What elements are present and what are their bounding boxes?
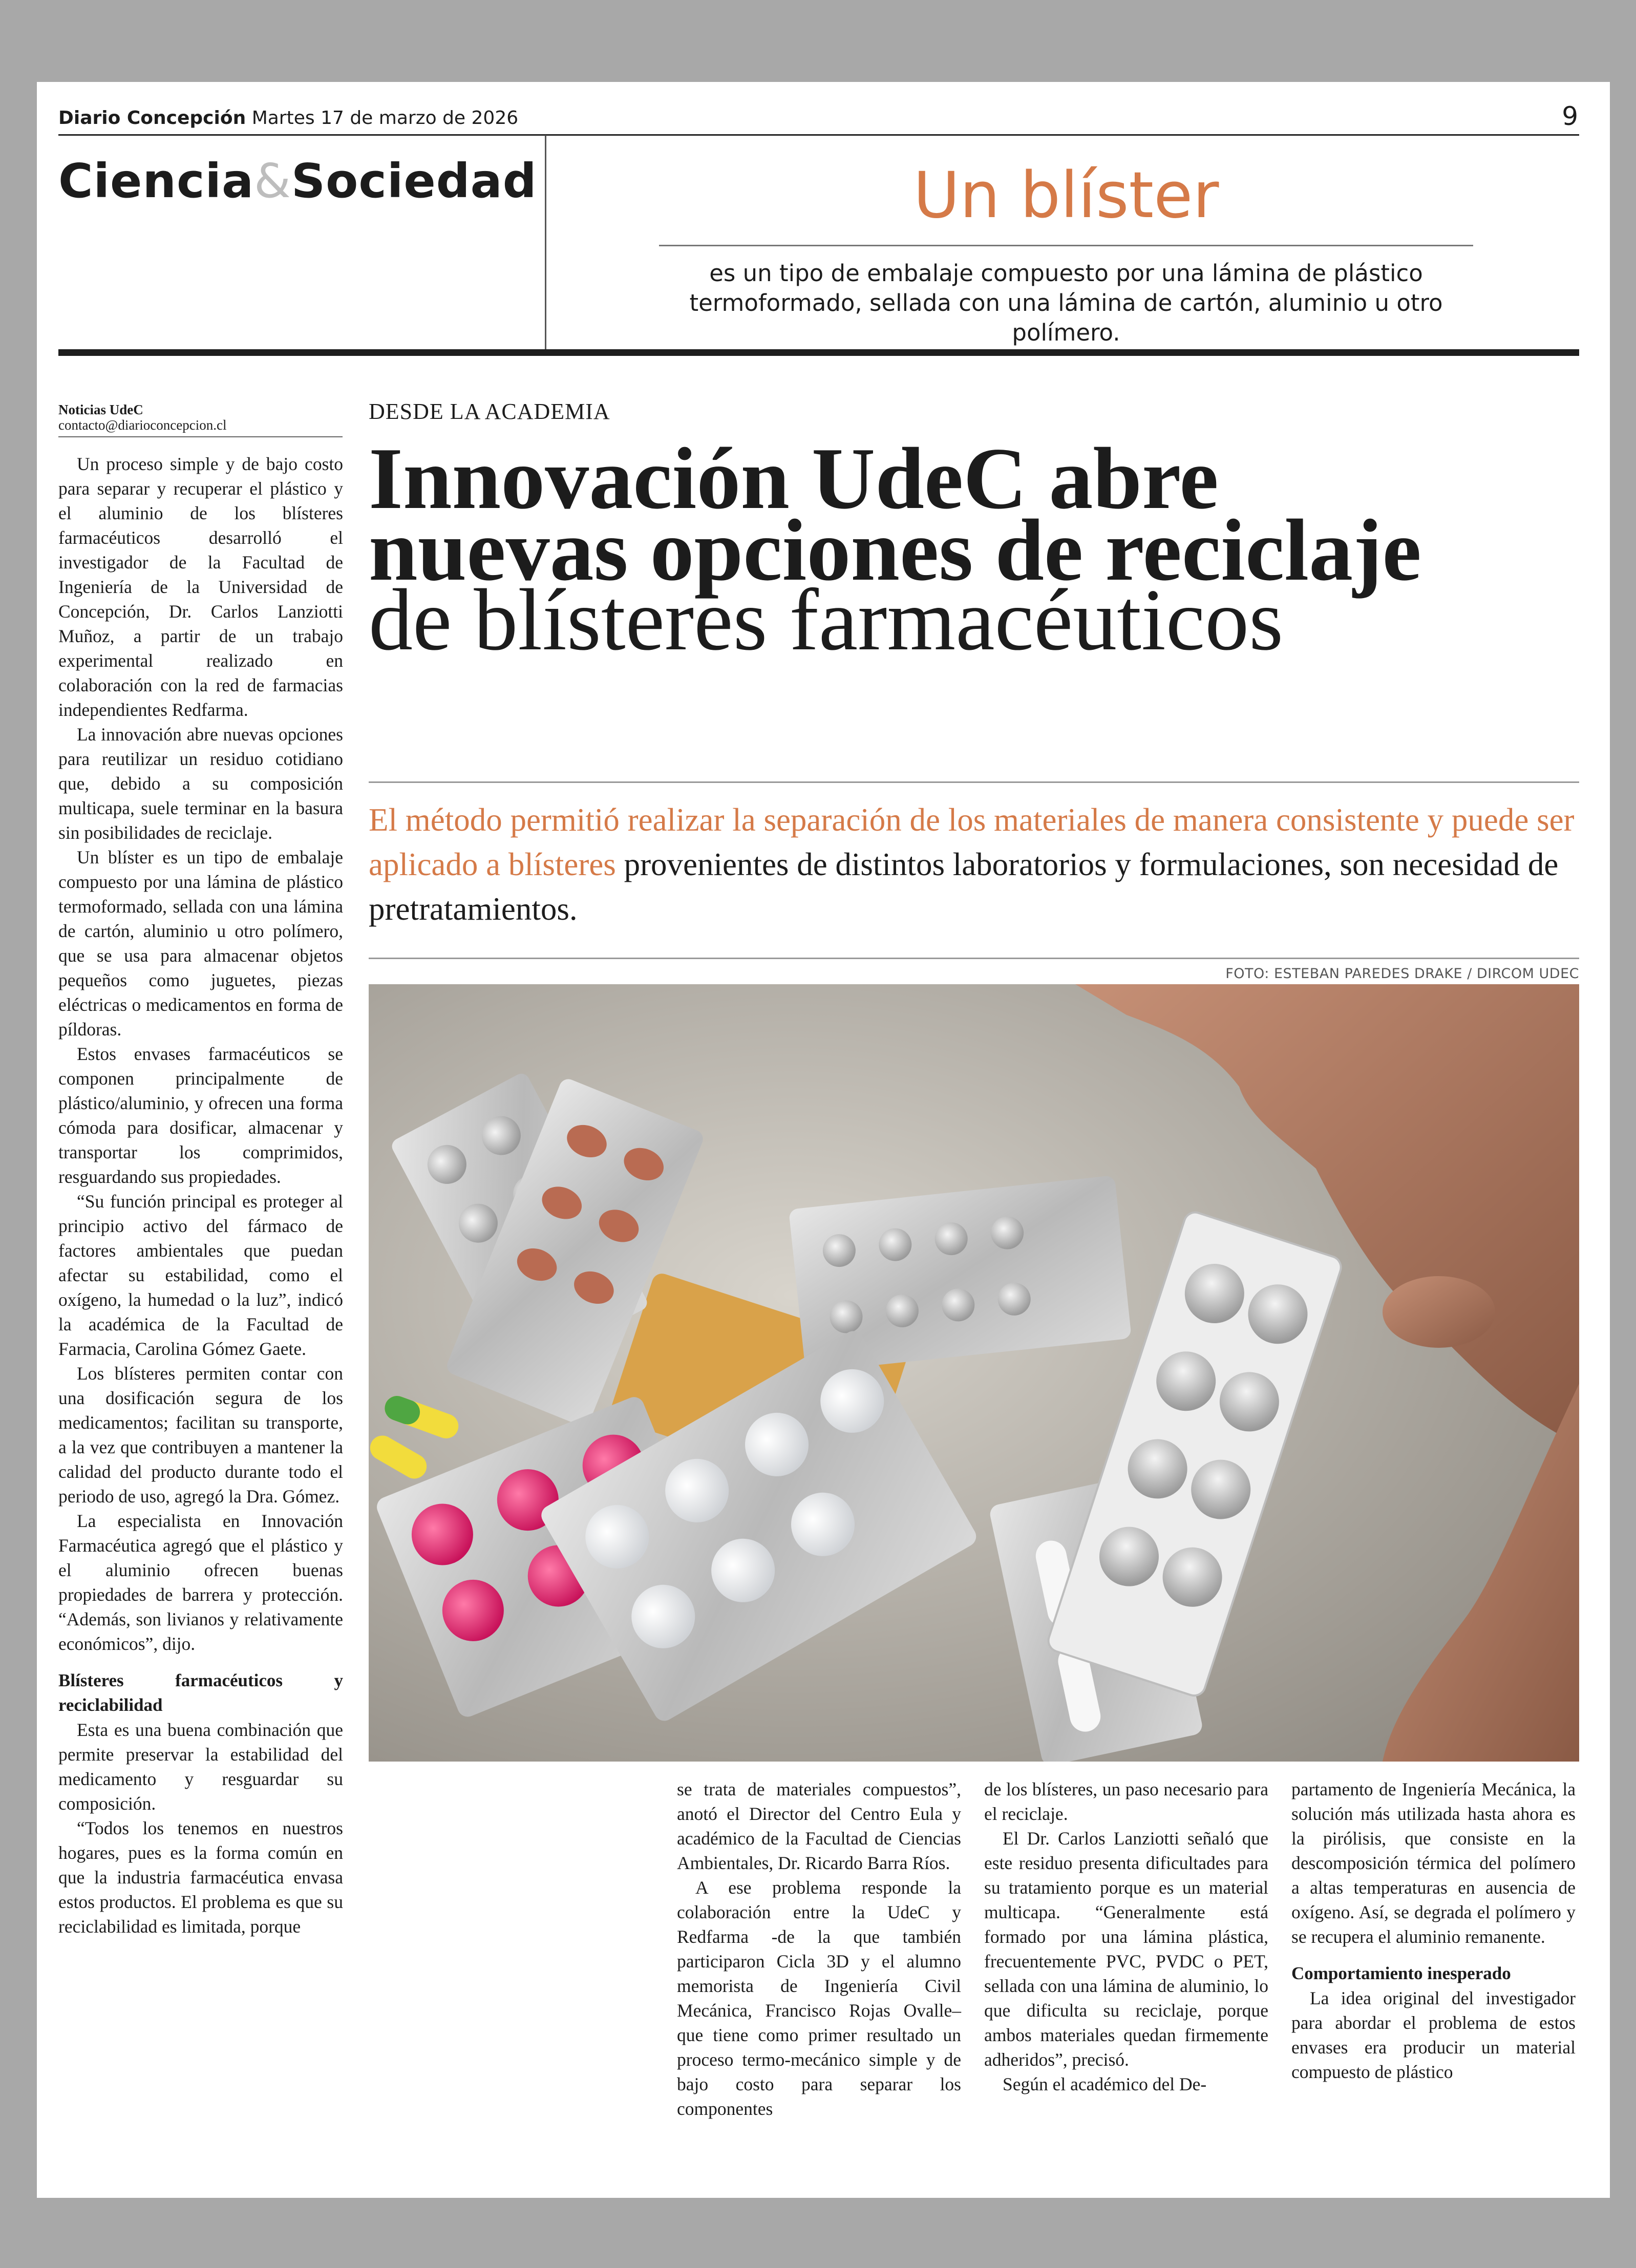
article-photo — [369, 984, 1579, 1762]
paragraph: se trata de materiales compuestos”, anotó el Director del Centro Eula y académico de la Facultad de Ciencias Ambientales, Dr. Ricardo Barra Ríos. — [677, 1779, 961, 1873]
headline-line-1: Innovación UdeC abre — [369, 430, 1219, 527]
article-column-c — [1291, 1777, 1576, 2084]
section-title-amp: & — [254, 154, 291, 208]
paragraph: La especialista en Innovación Farmacéutica agregó que el plástico y el aluminio ofrecen buenas propiedades de barrera y protección. “Además, son livianos y relativamente económicos”, dijo. — [58, 1511, 343, 1654]
paragraph: partamento de Ingeniería Mecánica, la solución más utilizada hasta ahora es la pirólisis, que consiste en la descomposición térmica del polímero a altas temperaturas en ausencia de oxígeno. Así, se degrada el polímero y se recupera el aluminio remanente. — [1291, 1779, 1576, 1947]
headline-rule — [369, 781, 1579, 783]
deck-highlight: El método permitió realizar la separación de los materiales de manera consistente y puede ser aplicado a blísteres — [369, 802, 1575, 882]
article-column-a — [677, 1777, 961, 2121]
photo-credit: FOTO: ESTEBAN PAREDES DRAKE / DIRCOM UDEC — [1225, 966, 1579, 982]
definition-rule — [659, 245, 1473, 246]
header-rule — [58, 134, 1579, 136]
paragraph: Estos envases farmacéuticos se componen principalmente de plástico/aluminio, y ofrecen una forma cómoda para dosificar, almacenar y transportar los comprimidos, resguardando sus propiedades. — [58, 1044, 343, 1187]
deck-rule — [369, 958, 1579, 959]
definition-title: Un blíster — [913, 159, 1219, 232]
publication-name: Diario Concepción — [58, 108, 246, 129]
paragraph: “Su función principal es proteger al principio activo del fármaco de factores ambientales que puedan afectar su estabilidad, como el oxígeno, la humedad o la luz”, indicó la académica de la Facultad de Farmacia, Carolina Gómez Gaete. — [58, 1191, 343, 1359]
kicker: DESDE LA ACADEMIA — [369, 399, 610, 424]
paragraph: Un blíster es un tipo de embalaje compuesto por una lámina de plástico termoformado, sellada con una lámina de cartón, aluminio u otro polímero, que se usa para almacenar objetos pequeños como juguetes, piezas eléctricas o medicamentos en forma de píldoras. — [58, 847, 343, 1040]
paragraph: Esta es una buena combinación que permite preservar la estabilidad del medicamento y resguardar su composición. — [58, 1720, 343, 1814]
byline-rule — [58, 436, 343, 437]
byline-name: Noticias UdeC — [58, 402, 143, 417]
paragraph: La idea original del investigador para abordar el problema de estos envases era producir un material compuesto de plástico — [1291, 1988, 1576, 2082]
publication-line — [58, 108, 518, 129]
section-title — [58, 154, 537, 208]
definition-text: es un tipo de embalaje compuesto por una lámina de plástico termoformado, sellada con una lámina de cartón, aluminio u otro polímero. — [689, 260, 1443, 346]
subheading: Blísteres farmacéuticos y reciclabilidad — [58, 1670, 343, 1715]
article-column-b — [984, 1777, 1268, 2096]
page-number: 9 — [1562, 101, 1578, 131]
paragraph: Los blísteres permiten contar con una dosificación segura de los medicamentos; facilitan su transporte, a la vez que contribuyen a mantener la calidad del producto durante todo el periodo de uso, agregó la Dra. Gómez. — [58, 1363, 343, 1507]
header-thick-rule — [58, 349, 1579, 356]
section-title-b: Sociedad — [291, 154, 537, 208]
deck — [369, 798, 1582, 931]
paragraph: Según el académico del De- — [1003, 2074, 1207, 2094]
subheading: Comportamiento inesperado — [1291, 1963, 1511, 1983]
deck-rest: provenientes de distintos laboratorios y formulaciones, son necesidad de pretratamientos. — [369, 846, 1559, 927]
paragraph: La innovación abre nuevas opciones para reutilizar un residuo cotidiano que, debido a su composición multicapa, suele terminar en la basura sin posibilidades de reciclaje. — [58, 724, 343, 843]
publication-date: Martes 17 de marzo de 2026 — [251, 108, 519, 129]
blister-packs-photo — [369, 984, 1579, 1762]
headline — [369, 430, 1562, 669]
headline-line-2: nuevas opciones de reciclaje — [369, 502, 1421, 599]
byline-email[interactable]: contacto@diarioconcepcion.cl — [58, 417, 227, 433]
byline — [58, 402, 345, 433]
paragraph: de los blísteres, un paso necesario para el reciclaje. — [984, 1779, 1268, 1824]
paragraph: El Dr. Carlos Lanziotti señaló que este residuo presenta dificultades para su tratamiento porque es un material multicapa. “Generalmente está formado por una lámina plástica, frecuentemente PVC, PVDC o PET, sellada con una lámina de aluminio, lo que dificulta su reciclaje, porque ambos materiales quedan firmemente adheridos”, precisó. — [984, 1828, 1268, 2070]
header-divider — [545, 135, 546, 349]
thumb — [1383, 1276, 1495, 1348]
paragraph: “Todos los tenemos en nuestros hogares, pues es la forma común en que la industria farmacéutica envasa estos productos. El problema es que su reciclabilidad es limitada, porque — [58, 1818, 343, 1937]
section-title-a: Ciencia — [58, 154, 254, 208]
newspaper-page — [37, 82, 1610, 2198]
paragraph: A ese problema responde la colaboración entre la UdeC y Redfarma -de la que también participaron Cicla 3D y el alumno memorista de Ingeniería Civil Mecánica, Francisco Rojas Ovalle– que tiene como primer resultado un proceso termo-mecánico simple y de bajo costo para separar los componentes — [677, 1877, 961, 2119]
headline-line-3: de blísteres farmacéuticos — [369, 571, 1284, 669]
paragraph: Un proceso simple y de bajo costo para separar y recuperar el plástico y el aluminio de los blísteres farmacéuticos desarrolló el investigador de la Facultad de Ingeniería de la Universidad de Concepción, Dr. Carlos Lanziotti Muñoz, a partir de un trabajo experimental realizado en colaboración con la red de farmacias independientes Redfarma. — [58, 454, 343, 720]
article-column-left — [58, 452, 343, 1939]
